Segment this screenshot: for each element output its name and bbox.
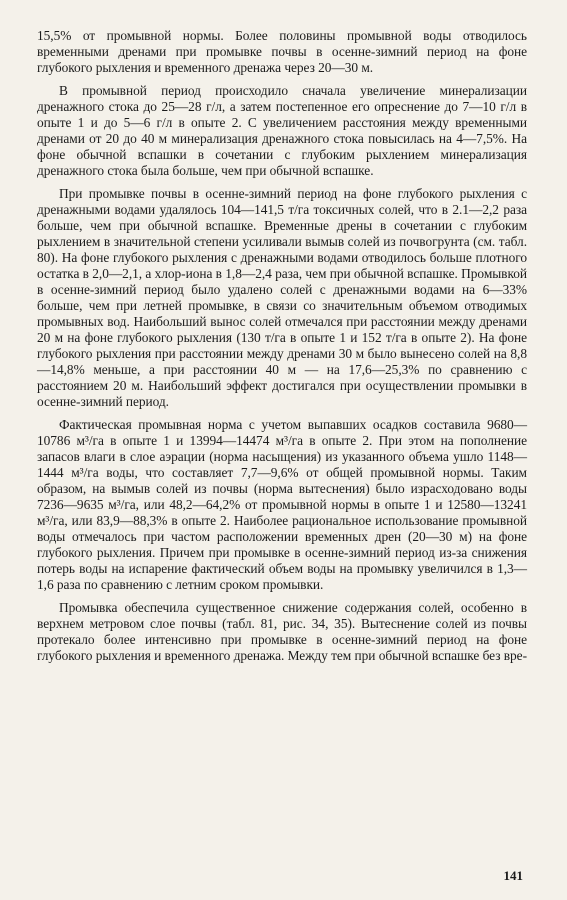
paragraph-4: Фактическая промывная норма с учетом выпавших осадков составила 9680—10786 м³/га в опыте 1 и 13994—14474 м³/га в опыте 2. При этом на пополнение запасов влаги в слое аэрации (норма насыщения) из указанного объема ушло 1148—1444 м³/га воды, что составляет 7,7—9,6% от общей промывной нормы. Таким образом, на вымыв солей из почвы (норма вытеснения) было израсходовано воды 7236—9635 м³/га, или 48,2—64,2% от промывной нормы в опыте 1 и 12580—13241 м³/га, или 83,9—88,3% в опыте 2. Наиболее рациональное использование промывной воды отмечалось при частом расположении временных дрен (20—30 м) на фоне глубокого рыхления. Причем при промывке в осенне-зимний период из-за снижения потерь воды на испарение фактический объем воды на промывку увеличился в 1,3—1,6 раза по сравнению с летним сроком промывки. <box>37 417 527 592</box>
paragraph-3: При промывке почвы в осенне-зимний период на фоне глубокого рыхления с дренажными водами удалялось 104—141,5 т/га токсичных солей, что в 2.1—2,2 раза больше, чем при обычной вспашке. Временные дрены в сочетании с глубоким рыхлением в значительной степени усиливали вымыв солей из почвогрунта (см. табл. 80). На фоне глубокого рыхления с дренажными водами отводилось больше плотного остатка в 2,0—2,1, а хлор-иона в 1,8—2,4 раза, чем при обычной вспашке. Промывкой в осенне-зимний период было удалено солей с дренажными водами на 6—33% больше, чем при летней промывке, в связи со значительным объемом отводимых промывных вод. Наибольший вынос солей отмечался при расстоянии между дренами 20 м на фоне глубокого рыхления (130 т/га в опыте 1 и 152 т/га в опыте 2). На фоне глубокого рыхления при расстоянии между дренами 30 м было вынесено солей на 8,8—14,8% меньше, а при расстоянии 40 м — на 17,6—25,3% по сравнению с расстоянием 20 м. Наибольший эффект достигался при осуществлении промывки в осенне-зимний период. <box>37 186 527 409</box>
paragraph-1: 15,5% от промывной нормы. Более половины промывной воды отводилось временными дренами при промывке почвы в осенне-зимний период на фоне глубокого рыхления и временного дренажа через 20—30 м. <box>37 28 527 75</box>
paragraph-2: В промывной период происходило сначала увеличение минерализации дренажного стока до 25—28 г/л, а затем постепенное его опреснение до 7—10 г/л в опыте 1 и до 5—6 г/л в опыте 2. С увеличением расстояния между временными дренами от 20 до 40 м минерализация дренажного стока повысилась на 4—7,5%. На фоне обычной вспашки в сочетании с глубоким рыхлением минерализация дренажного стока была больше, чем при обычной вспашке. <box>37 83 527 178</box>
page-number: 141 <box>503 868 523 883</box>
paragraph-5: Промывка обеспечила существенное снижение содержания солей, особенно в верхнем метровом слое почвы (табл. 81, рис. 34, 35). Вытеснение солей из почвы протекало более интенсивно при промывке в осенне-зимний период на фоне глубокого рыхления и временного дренажа. Между тем при обычной вспашке без вре- <box>37 600 527 663</box>
